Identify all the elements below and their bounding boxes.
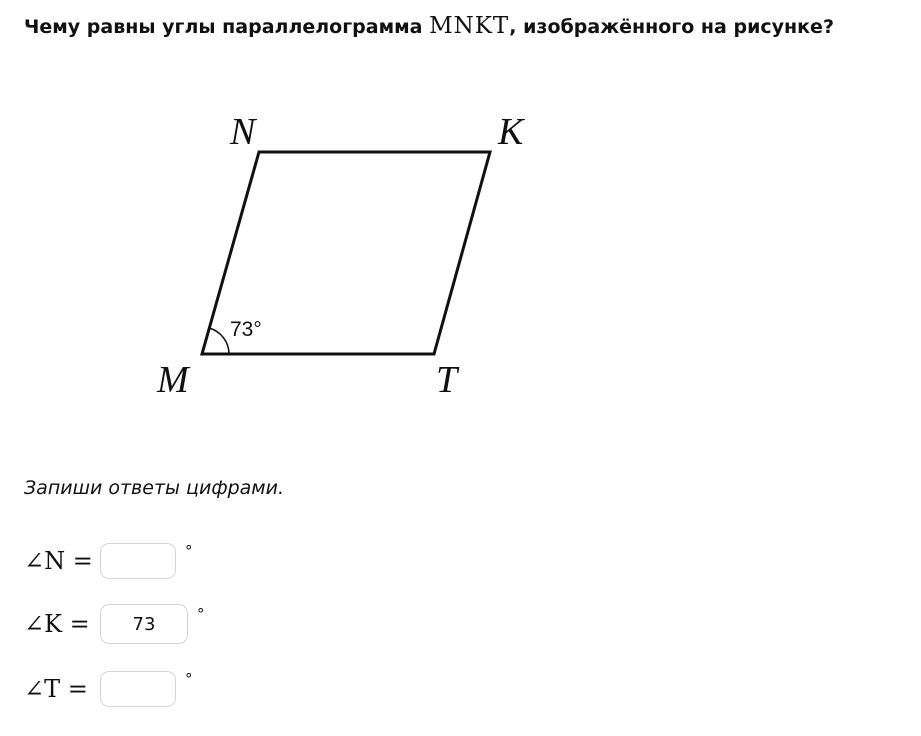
vertex-label-n: N <box>230 111 256 153</box>
degree-symbol-n: ° <box>185 542 193 560</box>
answer-label-t: ∠T = <box>24 675 88 703</box>
parallelogram-svg <box>140 100 560 410</box>
question-text-after: , изображённого на рисунке? <box>509 16 834 38</box>
answer-label-n: ∠N = <box>24 547 93 575</box>
answer-label-k: ∠K = <box>24 610 90 638</box>
degree-symbol-t: ° <box>185 670 193 688</box>
parallelogram-figure <box>140 100 560 410</box>
angle-t-input[interactable] <box>100 671 176 707</box>
angle-label: 73° <box>230 318 262 341</box>
angle-n-input[interactable] <box>100 543 176 579</box>
angle-k-input[interactable] <box>100 604 188 644</box>
vertex-label-m: M <box>157 359 189 401</box>
question-text <box>24 10 904 43</box>
vertex-label-k: K <box>498 111 524 153</box>
answer-row-t <box>24 668 193 710</box>
answer-row-k <box>24 603 205 645</box>
angle-arc <box>209 328 229 354</box>
degree-symbol-k: ° <box>197 605 205 623</box>
question-math: MNKT <box>429 13 510 39</box>
question-text-before: Чему равны углы параллелограмма <box>24 16 430 38</box>
answer-row-n <box>24 540 193 582</box>
instruction-text: Запиши ответы цифрами. <box>24 477 285 499</box>
vertex-label-t: T <box>436 359 458 401</box>
